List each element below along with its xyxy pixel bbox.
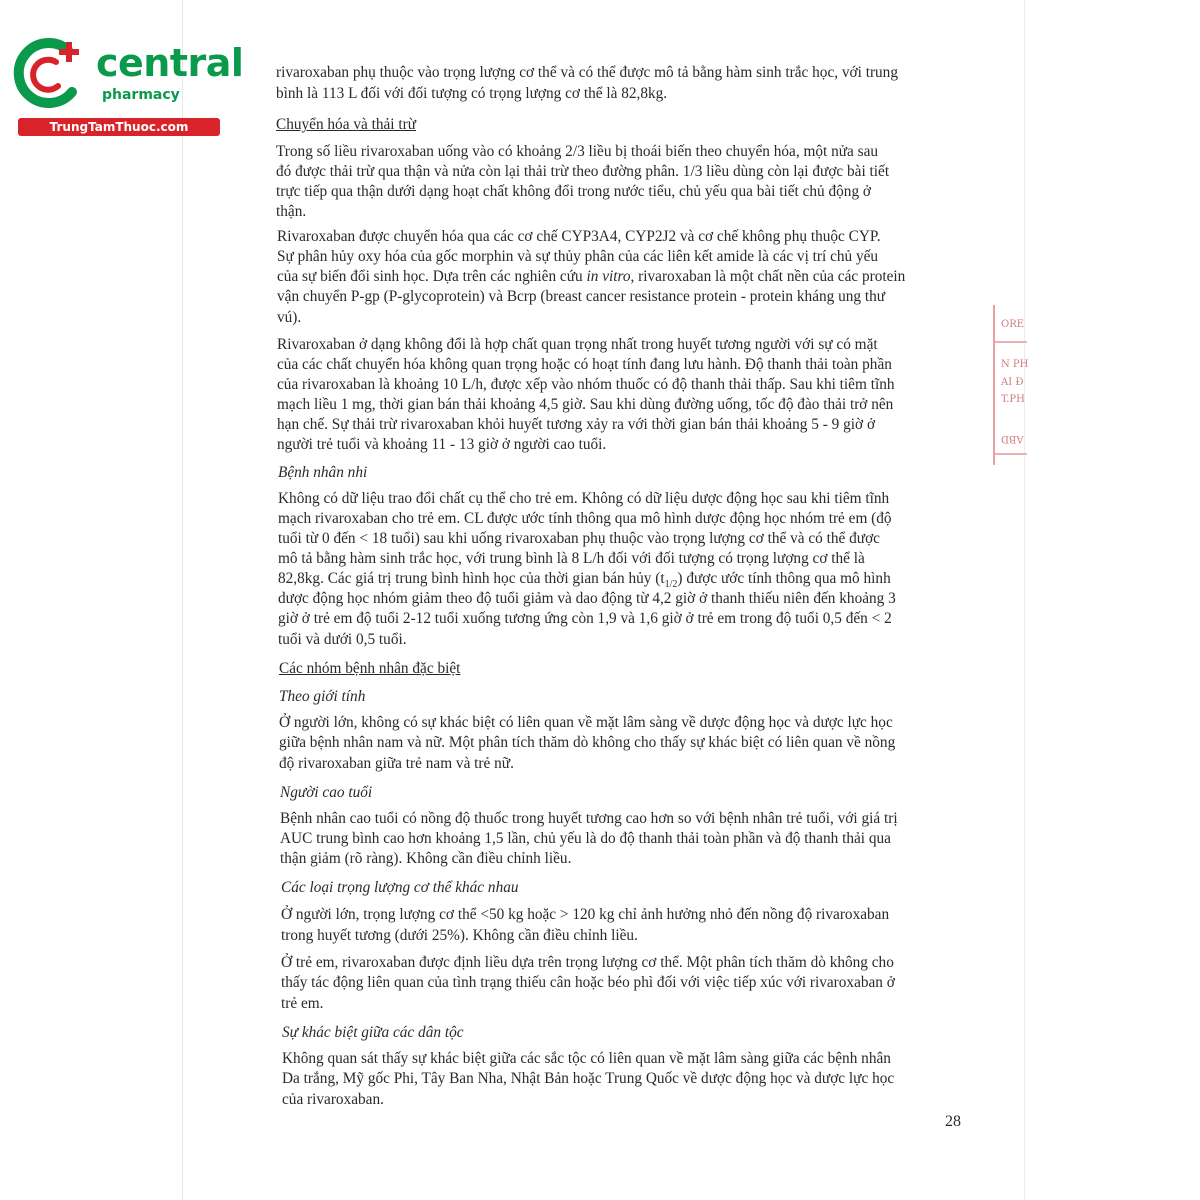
logo-wordmark: central	[96, 41, 244, 85]
logo-subtitle: pharmacy	[102, 87, 180, 103]
subsection-heading: Các loại trọng lượng cơ thể khác nhau	[281, 879, 519, 896]
stamp-text: T.PH	[1001, 394, 1025, 405]
text-line: Ở trẻ em, rivaroxaban được định liều dựa trên trọng lượng cơ thể. Một phân tích thăm dò không cho	[281, 954, 894, 971]
section-heading: Các nhóm bệnh nhân đặc biệt	[279, 660, 461, 677]
text-line: AUC trung bình cao hơn khoảng 1,5 lần, chủ yếu là do độ thanh thải toàn phần và độ thanh thải qua	[280, 830, 891, 847]
text-line: hạn chế. Sự thải trừ rivaroxaban khỏi huyết tương xảy ra với thời gian bán thải khoảng 5 - 9 giờ ở	[277, 416, 876, 433]
text-line: trẻ em.	[281, 995, 324, 1012]
text-line: Không quan sát thấy sự khác biệt giữa các sắc tộc có liên quan về mặt lâm sàng giữa các bệnh nhân	[282, 1050, 891, 1067]
stamp-text: AI Đ	[1001, 377, 1024, 388]
subsection-heading: Người cao tuổi	[280, 784, 373, 801]
text-line: giữa bệnh nhân nam và nữ. Một phân tích thăm dò không cho thấy sự khác biệt có liên quan về nồng	[279, 734, 896, 751]
text-line: của các chất chuyển hóa không quan trọng hoặc có hoạt tính đang lưu hành. Độ thanh thải toàn phần	[277, 356, 892, 373]
text-line: của rivaroxaban là khoảng 10 L/h, được xếp vào nhóm thuốc có độ thanh thải thấp. Sau khi tiêm tĩnh	[277, 376, 895, 393]
stamp-text: ORE	[1001, 319, 1025, 330]
stamp-text: ABD	[1001, 433, 1024, 444]
text-line: dược động học nhóm giảm theo độ tuổi giảm và dao động từ 4,2 giờ ở thanh thiếu niên đến khoảng 3	[278, 590, 896, 607]
text-line: trực tiếp qua thận dưới dạng hoạt chất không đổi trong nước tiểu, chủ yếu qua bài tiết chủ động ở	[276, 183, 872, 200]
text-line: thận giảm (rõ ràng). Không cần điều chỉnh liều.	[280, 850, 572, 867]
subsection-heading: Sự khác biệt giữa các dân tộc	[282, 1024, 464, 1041]
text-line: vú).	[277, 309, 302, 326]
text-line: người trẻ tuổi và khoảng 11 - 13 giờ ở người cao tuổi.	[277, 436, 607, 453]
subscript: 1/2	[664, 579, 678, 591]
text-line: giờ ở trẻ em độ tuổi 2-12 tuổi xuống tương ứng còn 1,9 và 1,6 giờ ở trẻ em trong độ tuổi 0,5 đến < 2	[278, 610, 892, 627]
text-line: Không có dữ liệu trao đổi chất cụ thể cho trẻ em. Không có dữ liệu dược động học sau khi tiêm tĩnh	[278, 490, 890, 507]
text-line: trong huyết tương (dưới 25%). Không cần điều chỉnh liều.	[281, 927, 638, 944]
text-line: của rivaroxaban.	[282, 1091, 384, 1108]
text-line: Da trắng, Mỹ gốc Phi, Tây Ban Nha, Nhật Bản hoặc Trung Quốc về dược động học và dược lực học	[282, 1070, 895, 1087]
italic-term: in vitro	[586, 268, 631, 285]
section-heading: Chuyển hóa và thải trừ	[276, 116, 416, 133]
text-line: Rivaroxaban được chuyển hóa qua các cơ chế CYP3A4, CYP2J2 và cơ chế không phụ thuộc CYP.	[277, 228, 881, 245]
text-line: thận.	[276, 203, 307, 220]
text-line: Ở người lớn, không có sự khác biệt có liên quan về mặt lâm sàng về dược động học và dược lực học	[279, 714, 893, 731]
text-line: độ rivaroxaban giữa trẻ nam và trẻ nữ.	[279, 755, 514, 772]
text-line: Ở người lớn, trọng lượng cơ thể <50 kg hoặc > 120 kg chỉ ảnh hưởng nhỏ đến nồng độ rivaroxaban	[281, 906, 890, 923]
text-run: , rivaroxaban là một chất nền của các protein	[630, 268, 906, 285]
text-line: tuổi từ 0 đến < 18 tuổi) sau khi uống rivaroxaban phụ thuộc vào trọng lượng cơ thể và có thể được	[278, 530, 880, 547]
text-line: mạch rivaroxaban cho trẻ em. CL được ước tính thông qua mô hình dược động học nhóm trẻ em (độ	[278, 510, 892, 527]
text-line: tuổi và dưới 0,5 tuổi.	[278, 631, 407, 648]
text-line: rivaroxaban phụ thuộc vào trọng lượng cơ thể và có thể được mô tả bằng hàm sinh trắc học, với trung	[276, 64, 898, 81]
text-line: Sự phân hủy oxy hóa của gốc morphin và sự thủy phân của các liên kết amide là các vị trí chủ yếu	[277, 248, 879, 265]
text-line: mô tả bằng hàm sinh trắc học, với trung bình là 8 L/h đối với đối tượng có trọng lượng cơ thể là	[278, 550, 865, 567]
stamp-text: N PH	[1001, 359, 1029, 370]
text-line: bình là 113 L đối với đối tượng có trọng lượng cơ thể là 82,8kg.	[276, 85, 668, 102]
text-line: Rivaroxaban ở dạng không đổi là hợp chất quan trọng nhất trong huyết tương người với sự có mặt	[277, 336, 878, 353]
logo-url-banner[interactable]: TrungTamThuoc.com	[18, 118, 220, 136]
subsection-heading: Bệnh nhân nhi	[278, 464, 368, 481]
text-line: Trong số liều rivaroxaban uống vào có khoảng 2/3 liều bị thoái biến theo chuyển hóa, một nửa sau	[276, 143, 879, 160]
text-line: Bệnh nhân cao tuổi có nồng độ thuốc trong huyết tương cao hơn so với bệnh nhân trẻ tuổi, với giá trị	[280, 810, 898, 827]
text-line: vận chuyển P-gp (P-glycoprotein) và Bcrp (breast cancer resistance protein - protein kháng ung thư	[277, 288, 886, 305]
page-number: 28	[945, 1113, 961, 1130]
text-run: của sự biến đổi sinh học. Dựa trên các nghiên cứu	[277, 268, 583, 285]
text-line-mixed	[277, 267, 905, 287]
subsection-heading: Theo giới tính	[279, 688, 366, 705]
text-line: đó được thải trừ qua thận và nửa còn lại thải trừ theo đường phân. 1/3 liều dùng còn lại được bài tiết	[276, 163, 890, 180]
text-run: 82,8kg. Các giá trị trung bình hình học của thời gian bán hủy (t	[278, 570, 665, 587]
text-run: ) được ước tính thông qua mô hình	[677, 570, 891, 587]
text-line: mạch liều 1 mg, thời gian bán thải khoảng 4,5 giờ. Sau khi dùng đường uống, tốc độ đào thải trở nên	[277, 396, 894, 413]
text-line: thấy tác động liên quan của tình trạng thiếu cân hoặc béo phì đối với việc tiếp xúc với rivaroxaban ở	[281, 974, 895, 991]
